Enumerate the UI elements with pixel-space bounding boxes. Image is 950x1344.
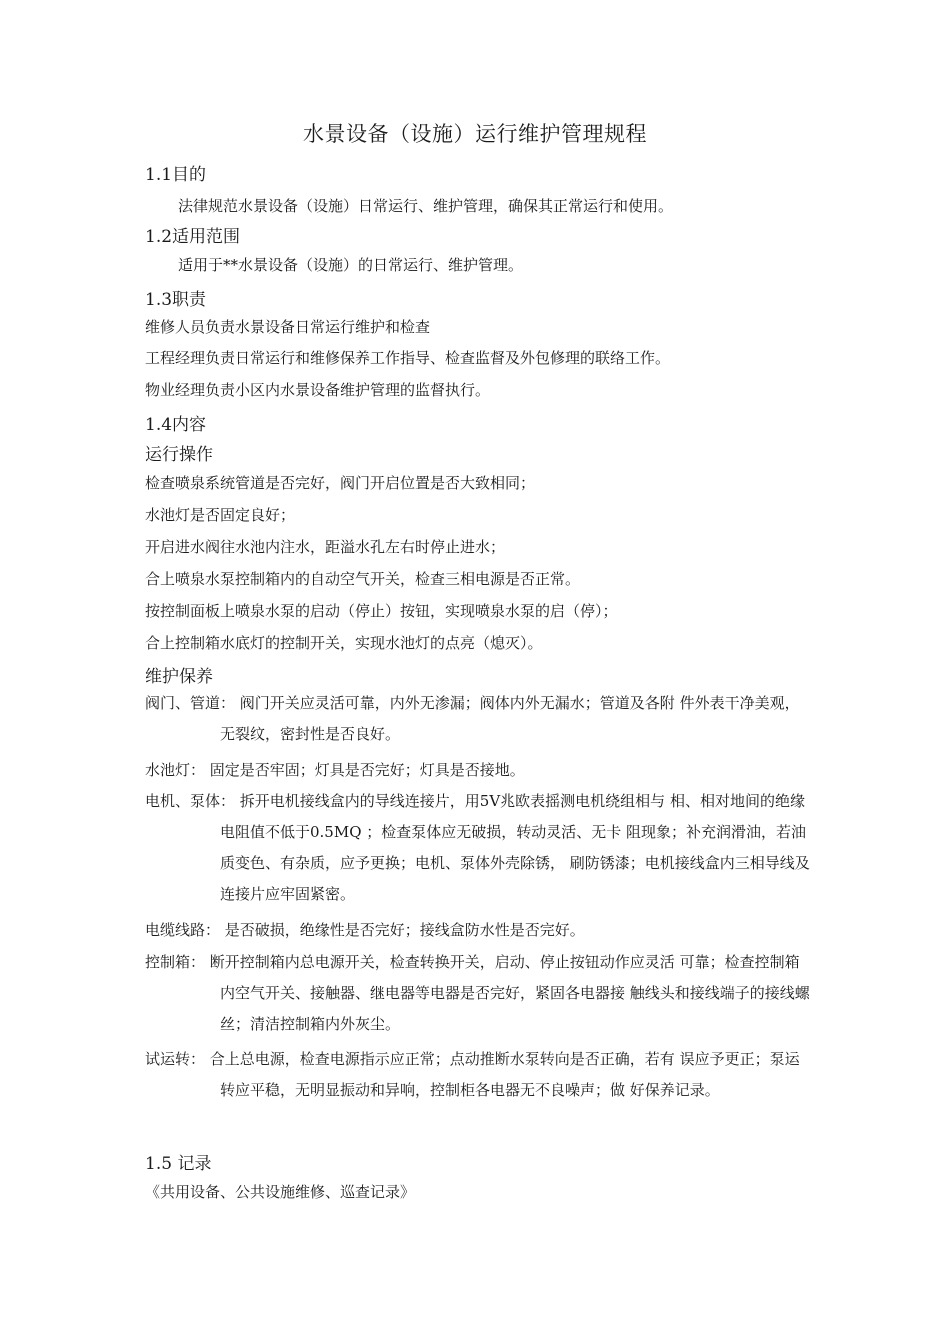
maintenance-item-label: 电缆线路： <box>145 921 221 939</box>
maintenance-item-text: 固定是否牢固；灯具是否完好；灯具是否接地。 <box>209 761 525 779</box>
records-text: 《共用设备、公共设施维修、巡查记录》 <box>145 1183 416 1201</box>
maintenance-item <box>145 1044 810 1106</box>
maintenance-item <box>145 947 810 1040</box>
maintenance-item-text: 合上总电源，检查电源指示应正常；点动推断水泵转向是否正确，若有 误应予更正；泵运转应平稳，无明显振动和异响，控制柜各电器无不良噪声；做 好保养记录。 <box>209 1050 800 1099</box>
duty-line: 物业经理负责小区内水景设备维护管理的监督执行。 <box>145 381 491 399</box>
maintenance-item-text: 是否破损，绝缘性是否完好；接线盒防水性是否完好。 <box>224 921 585 939</box>
operation-line: 水池灯是否固定良好； <box>145 506 296 524</box>
operation-line: 按控制面板上喷泉水泵的启动（停止）按钮，实现喷泉水泵的启（停）； <box>145 602 618 620</box>
maintenance-item-label: 水池灯： <box>145 761 206 779</box>
maintenance-item <box>145 755 810 786</box>
operation-line: 开启进水阀往水池内注水，距溢水孔左右时停止进水； <box>145 538 506 556</box>
maintenance-item-label: 阀门、管道： <box>145 694 236 712</box>
section-heading-records: 1.5 记录 <box>145 1154 212 1174</box>
duty-line: 维修人员负责水景设备日常运行维护和检查 <box>145 318 431 336</box>
maintenance-item <box>145 786 810 910</box>
operation-line: 合上喷泉水泵控制箱内的自动空气开关，检查三相电源是否正常。 <box>145 570 581 588</box>
maintenance-item-label: 电机、泵体： <box>145 792 236 810</box>
scope-text: 适用于**水景设备（设施）的日常运行、维护管理。 <box>178 256 524 274</box>
section-heading-scope: 1.2适用范围 <box>145 227 241 247</box>
maintenance-item-text: 拆开电机接线盒内的导线连接片，用5V兆欧表摇测电机绕组相与 相、相对地间的绝缘电阻值不低于0.5MQ ；检查泵体应无破损，转动灵活、无卡 阻现象；补充润滑油，若油质变色、有杂质，应予更换；电机、泵体外壳除锈， 刷防锈漆；电机接线盒内三相导线及连接片应牢固紧密。 <box>220 792 810 903</box>
purpose-text: 法律规范水景设备（设施）日常运行、维护管理，确保其正常运行和使用。 <box>178 197 674 215</box>
section-heading-purpose: 1.1目的 <box>145 165 207 185</box>
subheading-operation: 运行操作 <box>145 445 213 465</box>
section-heading-duties: 1.3职责 <box>145 290 207 310</box>
maintenance-item-label: 试运转： <box>145 1050 206 1068</box>
maintenance-item-label: 控制箱： <box>145 953 206 971</box>
maintenance-item <box>145 688 810 750</box>
document-title: 水景设备（设施）运行维护管理规程 <box>303 122 647 146</box>
operation-line: 检查喷泉系统管道是否完好，阀门开启位置是否大致相同； <box>145 474 536 492</box>
maintenance-item-text: 阀门开关应灵活可靠，内外无渗漏；阀体内外无漏水；管道及各附 件外表干净美观，无裂纹，密封性是否良好。 <box>220 694 800 743</box>
operation-line: 合上控制箱水底灯的控制开关，实现水池灯的点亮（熄灭）。 <box>145 634 543 652</box>
maintenance-item-text: 断开控制箱内总电源开关，检查转换开关，启动、停止按钮动作应灵活 可靠；检查控制箱内空气开关、接触器、继电器等电器是否完好，紧固各电器接 触线头和接线端子的接线螺丝；清洁控制箱内外灰尘。 <box>209 953 810 1033</box>
section-heading-content: 1.4内容 <box>145 415 207 435</box>
maintenance-item <box>145 915 810 946</box>
duty-line: 工程经理负责日常运行和维修保养工作指导、检查监督及外包修理的联络工作。 <box>145 349 671 367</box>
subheading-maintenance: 维护保养 <box>145 667 213 687</box>
